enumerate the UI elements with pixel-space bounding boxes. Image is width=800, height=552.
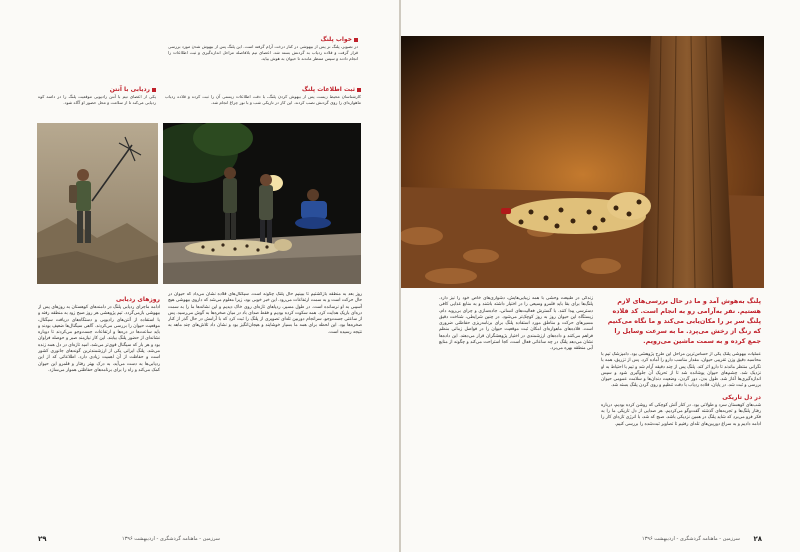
left-page-number: ۲۹ — [38, 535, 47, 543]
right-page-number: ۲۸ — [753, 535, 762, 543]
caption-marker-icon — [354, 38, 358, 42]
radio-caption-heading: ردیابی با آنتن — [109, 86, 150, 93]
right-page — [401, 0, 800, 552]
main-caption-text: در تصویر، پلنگ نر پس از بیهوشی در کنار درخت آرام گرفته است. این پلنگ پس از بیهوش شدن مورد بررسی قرار گرفت و قلاده ردیاب به گردنش بسته شد. اعضای تیم بلافاصله مراحل اندازه‌گیری و ثبت اطلاعات را انجام دادند و سپس منتظر ماندند تا حیوان به هوش بیاید. — [168, 44, 358, 61]
caption-marker-icon — [152, 88, 156, 92]
right-body-a: زندگی در طبیعت وحشی با همه زیبایی‌هایش، دشواری‌های خاص خود را نیز دارد. پلنگ‌ها برای بقا باید قلمرو وسیعی را در اختیار داشته باشند و به منابع غذایی کافی دسترسی پیدا کنند. با گسترش فعالیت‌های انسانی، جاده‌سازی و چرای بی‌رویه دام، زیستگاه این حیوان روز به روز کوچک‌تر می‌شود. در چنین شرایطی، شناخت دقیق مسیرهای حرکت و مناطق مورد استفاده پلنگ برای برنامه‌ریزی حفاظتی ضروری است. قلاده‌های ماهواره‌ای امکان ثبت موقعیت حیوان را در فواصل زمانی منظم فراهم می‌کنند و داده‌های ارزشمندی در اختیار پژوهشگران قرار می‌دهند. این داده‌ها نشان می‌دهد پلنگ در چه ساعاتی فعال است، کجا استراحت می‌کند و چگونه از منابع آبی منطقه بهره می‌برد. — [439, 296, 593, 352]
right-body-c: شب‌های کوهستان سرد و طولانی بود. در کنار آتش کوچکی که روشن کرده بودیم، درباره رفتار پلنگ‌ها و تجربه‌های گذشته گفت‌وگو می‌کردیم. هر صدایی از دل تاریکی ما را به فکر فرو می‌برد که شاید پلنگ در همین نزدیکی باشد. صبح که شد، با انرژی تازه‌ای کار را ادامه دادیم و به سراغ دوربین‌های تله‌ای رفتیم تا تصاویر ثبت‌شده را بررسی کنیم. — [601, 402, 761, 427]
right-body-b: عملیات بیهوشی پلنگ یکی از حساس‌ترین مراحل این طرح پژوهشی بود. دامپزشک تیم با محاسبه دقیق وزن تقریبی حیوان، مقدار مناسب دارو را آماده کرد. پس از تزریق، همه با نگرانی منتظر ماندند تا دارو اثر کند. پلنگ پس از چند دقیقه آرام شد و تیم با احتیاط به او نزدیک شد. چشم‌های حیوان پوشانده شد تا از تحریک آن جلوگیری شود و سپس اندازه‌گیری‌ها آغاز شد. طول بدن، دور گردن، وضعیت دندان‌ها و سلامت عمومی حیوان بررسی و ثبت شد. در پایان، قلاده ردیاب با دقت تنظیم و روی گردن پلنگ بسته شد. — [601, 352, 761, 389]
left-text-column-b — [168, 292, 362, 512]
left-page — [0, 0, 399, 552]
night-collaring-photo — [163, 123, 361, 284]
leopard-tree-illustration — [401, 36, 764, 288]
right-text-column-b — [601, 352, 761, 512]
main-photo-caption — [168, 36, 358, 62]
radio-caption-text: یکی از اعضای تیم با آنتن رادیویی موقعیت پلنگ را در دامنه کوه ردیابی می‌کند تا از سلامت و محل حضور او آگاه شود. — [38, 94, 156, 105]
night-caption-heading: ثبت اطلاعات پلنگ — [301, 86, 355, 93]
night-photo-caption — [165, 86, 361, 106]
radio-tracking-photo — [37, 123, 158, 284]
left-body-a: ادامه ماجرای ردیابی پلنگ در دامنه‌های کوهستان به روزهای پس از بیهوشی بازمی‌گردد. تیم پژوهشی هر روز صبح زود به منطقه رفته و با استفاده از آنتن‌های رادیویی و دستگاه‌های دریافت سیگنال، موقعیت حیوان را بررسی می‌کردند. گاهی سیگنال‌ها ضعیف بودند و باید ساعت‌ها در دره‌ها و ارتفاعات جست‌وجو می‌کردند تا دوباره نشانه‌ای از حضور پلنگ بیابند. این کار نیازمند صبر و حوصله فراوان بود و هر بار که سیگنال قوی‌تر می‌شد، امید تازه‌ای در دل همه زنده می‌شد. پلنگ ایرانی یکی از ارزشمندترین گونه‌های جانوری کشور است و حفاظت از آن اهمیت زیادی دارد. اطلاعاتی که از این ردیابی‌ها به دست می‌آید، به درک بهتر رفتار و قلمرو این حیوان کمک می‌کند و راه را برای برنامه‌های حفاظتی هموار می‌سازد. — [38, 305, 160, 373]
right-footer: سرزمین - ماهنامه گردشگری - اردیبهشت ۱۳۹۶ — [641, 536, 740, 542]
caption-marker-icon — [357, 88, 361, 92]
left-text-column-a — [38, 292, 160, 512]
radio-photo-caption — [38, 86, 156, 106]
main-caption-heading: خواب پلنگ — [320, 36, 352, 43]
night-collaring-illustration — [163, 123, 361, 284]
right-subhead: در دل تاریکی — [722, 393, 761, 401]
left-body-b: روز بعد به منطقه بازگشتیم تا ببینیم حال پلنگ چگونه است. سیگنال‌های قلاده نشان می‌داد که حیوان در حال حرکت است و به سمت ارتفاعات می‌رود. این خبر خوبی بود، زیرا معلوم می‌شد که داروی بیهوشی هیچ آسیبی به او نرسانده است. در طول مسیر، ردپاهای تازه‌ای روی خاک دیدیم و این نشانه‌ها ما را به سمت دره‌ای باریک هدایت کرد. همه سکوت کرده بودیم و فقط صدای باد در میان صخره‌ها به گوش می‌رسید. پس از ساعتی جست‌وجو، سرانجام دوربین تله‌ای تصویری از پلنگ را ثبت کرد که با آرامش در حال گذر از کنار صخره‌ها بود. این لحظه برای همه ما بسیار خوشایند و هیجان‌انگیز بود و نشان داد تلاش‌های چند ماهه به نتیجه رسیده است. — [168, 292, 362, 335]
main-leopard-photo — [401, 36, 764, 288]
radio-tracking-illustration — [37, 123, 158, 284]
left-subhead: روزهای ردیابی — [115, 296, 160, 303]
left-footer: سرزمین - ماهنامه گردشگری - اردیبهشت ۱۳۹۶ — [121, 536, 220, 542]
night-caption-text: کارشناسان محیط زیست پس از بیهوش کردن پلنگ، با دقت اطلاعات زیستی آن را ثبت کرده و قلاده ردیاب ماهواره‌ای را روی گردنش نصب کردند. این کار در تاریکی شب و با نور چراغ انجام شد. — [165, 94, 361, 105]
pull-quote: پلنگ به‌هوش آمد و ما در حال بررسی‌های لازم هستیم. نفر به‌آرامی رو به انجام است. کد قلاده پلنگ سر بر را مکان‌یابی می‌کند و ما نگاه می‌کنیم که رنگ از رخش می‌پرد. ما به سرعت وسایل را جمع کرده و به سمت ماشین می‌رویم. — [607, 297, 761, 345]
right-text-column-a — [439, 296, 593, 512]
